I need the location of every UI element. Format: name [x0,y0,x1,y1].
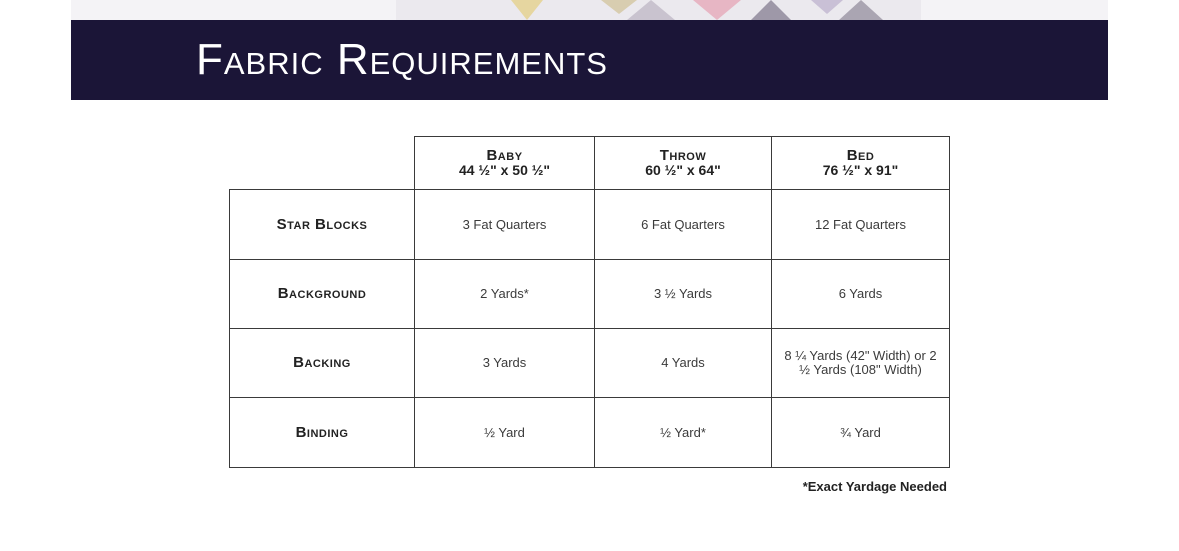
quilt-pattern-decoration [71,0,1108,20]
table-cell: 4 Yards [594,328,772,398]
title-banner [71,20,1108,100]
column-header-baby [414,136,595,190]
row-header-binding: Binding [229,397,415,468]
footnote: *Exact Yardage Needed [802,479,947,494]
table-cell: 6 Yards [771,259,950,329]
column-size: 44 ½" x 50 ½" [458,162,551,178]
table-cell: ¾ Yard [771,397,950,468]
table-cell: 12 Fat Quarters [771,189,950,260]
row-header-star-blocks: Star Blocks [229,189,415,260]
column-name: Throw [659,147,707,164]
table-cell: ½ Yard [414,397,595,468]
page-title: Fabric Requirements [196,35,608,84]
table-cell: 2 Yards* [414,259,595,329]
table-cell: 3 ½ Yards [594,259,772,329]
column-name: Baby [486,147,523,164]
row-header-backing: Backing [229,328,415,398]
table-cell: 3 Yards [414,328,595,398]
column-header-bed [771,136,950,190]
column-size: 76 ½" x 91" [822,162,899,178]
column-name: Bed [846,147,875,164]
table-cell: 6 Fat Quarters [594,189,772,260]
row-header-background: Background [229,259,415,329]
table-cell: 8 ¼ Yards (42" Width) or 2 ½ Yards (108" Width) [771,328,950,398]
decorative-quilt-strip [71,0,1108,20]
table-cell: 3 Fat Quarters [414,189,595,260]
table-cell: ½ Yard* [594,397,772,468]
column-header-throw [594,136,772,190]
column-size: 60 ½" x 64" [645,162,721,178]
